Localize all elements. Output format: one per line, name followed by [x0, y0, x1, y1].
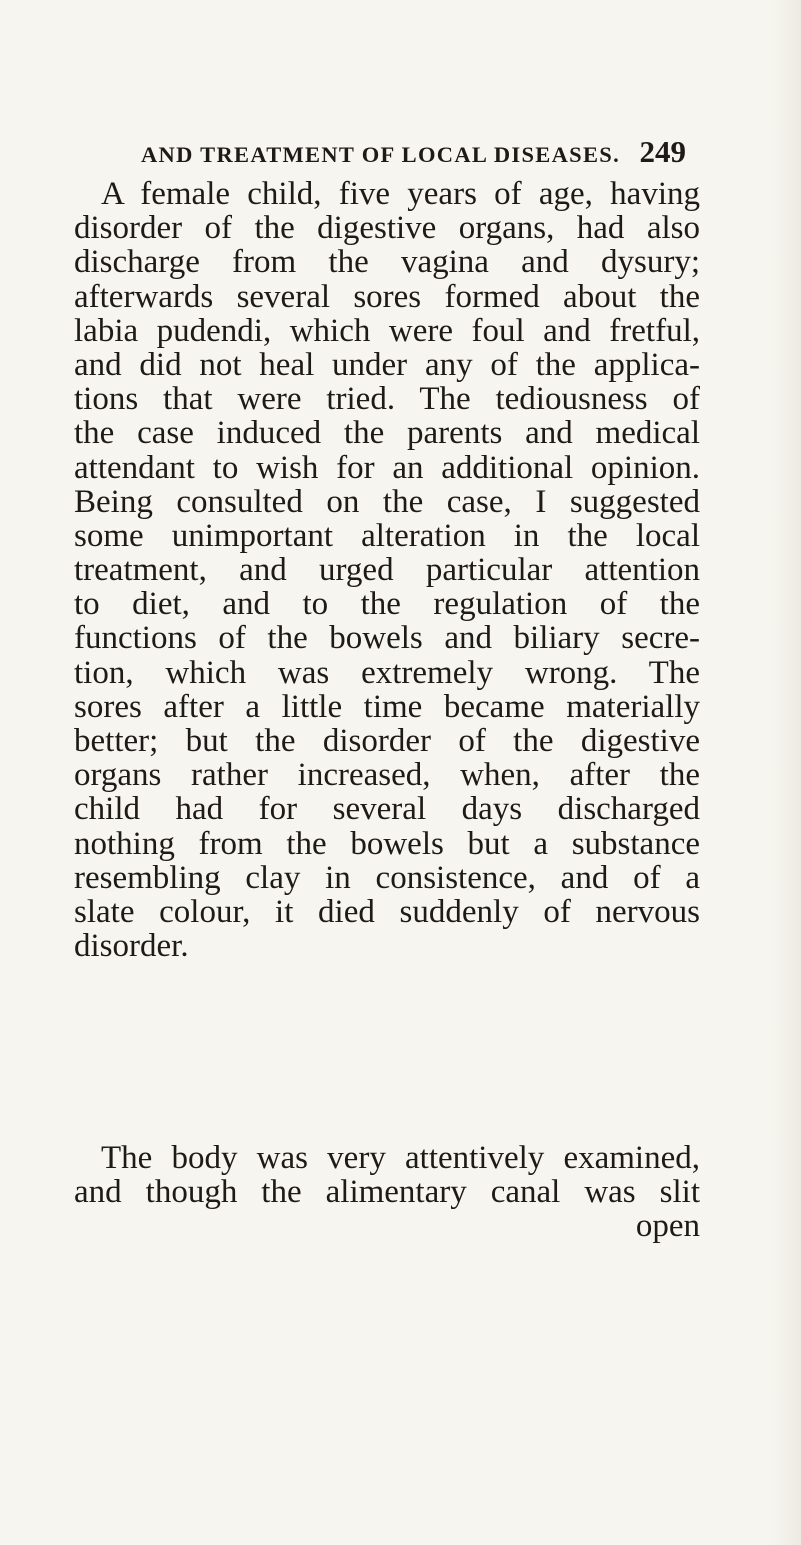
- text-line: some unimportant alteration in the local: [74, 517, 700, 554]
- text-line: organs rather increased, when, after the: [74, 757, 700, 794]
- catchword: open: [635, 1208, 700, 1245]
- text-line: better; but the disorder of the digestive: [74, 723, 700, 759]
- text-line: resembling clay in consistence, and of a: [74, 859, 700, 896]
- text-line: disorder.: [74, 928, 189, 965]
- text-line: sores after a little time became materially: [74, 688, 700, 725]
- text-line: attendant to wish for an additional opinion.: [74, 449, 700, 486]
- text-line: Being consulted on the case, I suggested: [74, 483, 700, 520]
- paragraph-1: [74, 177, 700, 963]
- text-line: labia pudendi, which were foul and fretful,: [74, 312, 700, 349]
- text-line: to diet, and to the regulation of the: [74, 586, 700, 623]
- text-line: The body was very attentively examined,: [101, 1140, 700, 1176]
- text-line: child had for several days discharged: [74, 791, 700, 828]
- text-line: discharge from the vagina and dysury;: [74, 244, 700, 281]
- text-line: treatment, and urged particular attention: [74, 552, 700, 589]
- text-line: afterwards several sores formed about the: [74, 278, 700, 315]
- text-line: and though the alimentary canal was slit: [74, 1174, 700, 1211]
- text-line: slate colour, it died suddenly of nervous: [74, 893, 700, 930]
- text-line: functions of the bowels and biliary secre-: [74, 620, 700, 657]
- text-line: tion, which was extremely wrong. The: [74, 654, 700, 691]
- text-line: and did not heal under any of the applica-: [74, 346, 700, 383]
- text-line: the case induced the parents and medical: [74, 415, 700, 452]
- running-head-title: AND TREATMENT OF LOCAL DISEASES.: [141, 142, 620, 167]
- text-line: A female child, five years of age, having: [101, 176, 700, 212]
- text-line: tions that were tried. The tediousness of: [74, 381, 700, 418]
- text-line: disorder of the digestive organs, had also: [74, 210, 700, 247]
- text-line: nothing from the bowels but a substance: [74, 825, 700, 862]
- page-edge-shadow: [771, 0, 801, 1545]
- page-number: 249: [639, 134, 686, 169]
- running-head: [141, 134, 686, 174]
- paragraph-2: [74, 1141, 700, 1244]
